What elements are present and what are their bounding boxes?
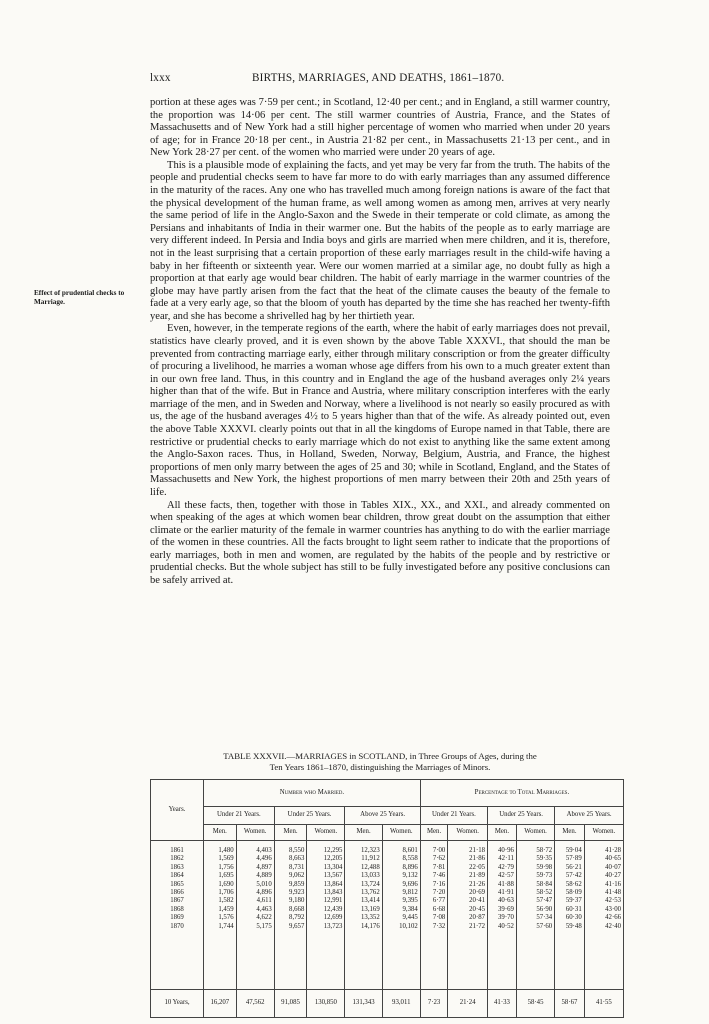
data-cell: 20·87	[469, 914, 486, 922]
running-title: BIRTHS, MARRIAGES, AND DEATHS, 1861–1870.	[252, 72, 505, 84]
data-cell: 4,463	[256, 905, 272, 913]
data-cell: 9,923	[289, 888, 305, 896]
total-cell: 21·24	[448, 990, 488, 1018]
data-cell: 42·57	[498, 872, 514, 880]
sex-header: Men.	[555, 825, 585, 841]
data-cell: 12,295	[323, 847, 343, 854]
data-cell: 1,582	[218, 897, 234, 905]
total-cell: 91,085	[274, 990, 307, 1018]
data-cell: 13,304	[323, 863, 343, 871]
data-cell: 41·91	[498, 888, 514, 896]
data-cell: 59·04	[565, 847, 582, 854]
data-cell: 7·00	[432, 847, 446, 854]
data-cell: 8,663	[289, 855, 305, 863]
data-cell: 56·90	[536, 905, 553, 913]
data-cell: 21·18	[469, 847, 486, 854]
data-cell: 8,558	[402, 855, 418, 863]
year-cell: 1869	[170, 914, 184, 922]
data-cell: 21·26	[469, 880, 486, 888]
data-cell: 39·69	[498, 905, 514, 913]
data-cell: 9,180	[289, 897, 305, 905]
data-cell: 40·07	[605, 863, 621, 871]
data-column	[448, 841, 488, 990]
years-column	[151, 841, 204, 990]
data-cell: 14,176	[361, 922, 380, 930]
age-group-header: Under 21 Years.	[420, 807, 487, 825]
data-cell: 59·35	[536, 855, 553, 863]
data-cell: 9,445	[402, 914, 418, 922]
data-cell: 1,576	[218, 914, 234, 922]
data-cell: 7·32	[432, 922, 446, 930]
data-cell: 58·52	[536, 888, 553, 896]
data-cell: 8,550	[289, 847, 305, 854]
data-cell: 39·70	[498, 914, 514, 922]
year-cell: 1864	[170, 872, 184, 880]
sex-header: Women.	[382, 825, 420, 841]
data-cell: 20·45	[469, 905, 486, 913]
data-column	[236, 841, 274, 990]
data-cell: 5,175	[256, 922, 272, 930]
data-column	[204, 841, 237, 990]
data-cell: 1,690	[218, 880, 234, 888]
data-cell: 13,567	[323, 872, 343, 880]
data-cell: 40·27	[605, 872, 621, 880]
sex-header: Men.	[345, 825, 382, 841]
data-cell: 4,611	[256, 897, 272, 905]
data-column	[488, 841, 517, 990]
year-cell: 1868	[170, 905, 184, 913]
total-cell: 16,207	[204, 990, 237, 1018]
total-cell: 58·67	[555, 990, 585, 1018]
sex-header-row	[151, 825, 624, 841]
data-cell: 7·62	[432, 855, 446, 863]
percentage-header: Percentage to Total Marriages.	[420, 780, 623, 807]
body-text	[150, 97, 610, 588]
page-number: lxxx	[150, 72, 171, 84]
age-group-header: Under 25 Years.	[488, 807, 555, 825]
data-cell: 58·72	[536, 847, 553, 854]
year-cell: 1866	[170, 888, 184, 896]
data-cell: 4,403	[256, 847, 272, 854]
sex-header: Men.	[488, 825, 517, 841]
data-cell: 1,480	[218, 847, 234, 854]
data-column	[345, 841, 382, 990]
data-cell: 12,699	[323, 914, 343, 922]
data-cell: 42·40	[605, 922, 621, 930]
data-cell: 41·48	[605, 888, 621, 896]
data-cell: 1,569	[218, 855, 234, 863]
data-cell: 7·46	[432, 872, 446, 880]
data-cell: 12,205	[323, 855, 343, 863]
data-cell: 12,991	[323, 897, 343, 905]
data-cell: 59·98	[536, 863, 553, 871]
data-column	[584, 841, 623, 990]
data-cell: 41·16	[605, 880, 621, 888]
data-cell: 9,395	[402, 897, 418, 905]
data-cell: 58·62	[565, 880, 582, 888]
data-cell: 8,896	[402, 863, 418, 871]
total-cell: 47,562	[236, 990, 274, 1018]
sex-header: Men.	[274, 825, 307, 841]
total-row	[151, 990, 624, 1018]
data-cell: 40·96	[498, 847, 514, 854]
data-cell: 13,723	[323, 922, 343, 930]
data-cell: 6·68	[432, 905, 446, 913]
total-cell: 131,343	[345, 990, 382, 1018]
data-cell: 12,323	[361, 847, 380, 854]
data-cell: 6·77	[432, 897, 446, 905]
data-cell: 8,792	[289, 914, 305, 922]
data-cell: 20·41	[469, 897, 486, 905]
sex-header: Women.	[307, 825, 345, 841]
data-cell: 20·69	[469, 888, 486, 896]
data-cell: 59·48	[565, 922, 582, 930]
data-cell: 57·89	[565, 855, 582, 863]
data-cell: 40·63	[498, 897, 514, 905]
data-cell: 57·47	[536, 897, 553, 905]
data-cell: 42·53	[605, 897, 621, 905]
data-cell: 11,912	[361, 855, 380, 863]
data-cell: 13,169	[361, 905, 380, 913]
data-cell: 7·16	[432, 880, 446, 888]
table-body-row	[151, 841, 624, 990]
data-cell: 58·09	[565, 888, 582, 896]
data-cell: 41·28	[605, 847, 621, 854]
data-cell: 1,744	[218, 922, 234, 930]
data-cell: 9,696	[402, 880, 418, 888]
data-cell: 1,756	[218, 863, 234, 871]
total-cell: 58·45	[516, 990, 554, 1018]
data-column	[420, 841, 447, 990]
year-cell: 1861	[170, 847, 184, 854]
data-cell: 60·31	[565, 905, 582, 913]
data-cell: 13,724	[361, 880, 380, 888]
paragraph: This is a plausible mode of explaining the facts, and yet may be very far from the truth. The habits of the people and prudential checks seem to have far more to do with early marriages than any assumed difference in the maturity of the races. Any one who has travelled much among foreign nations is aware of the fact that the physical development of the human frame, as well among women as among men, arrives at very nearly the same period of life in the Anglo-Saxon and the Swede in their temperate or cold climate, as among the Persians and inhabitants of India in their warmer one. But the habits of the people as to early marriage are very different indeed. In Persia and India boys and girls are married when mere children, and it is, therefore, not in the least surprising that a certain proportion of these early marriages result in the child-wife having a baby in her fifteenth or sixteenth year. Were our women married at a similar age, no doubt fully as high a proportion at that early age would bear children. The habit of early marriage in the warmer countries of the globe may have partly arisen from the fact that the heat of the climate causes the beauty of the female to fade at a very early age, so that the bloom of youth has departed by the time she has reached her twenty-fifth year, and she has become a shrivelled hag by her thirtieth year.	[150, 159, 610, 322]
data-cell: 4,896	[256, 888, 272, 896]
data-cell: 59·73	[536, 872, 553, 880]
sex-header: Men.	[420, 825, 447, 841]
data-cell: 21·72	[469, 922, 486, 930]
data-cell: 13,864	[323, 880, 343, 888]
data-column	[516, 841, 554, 990]
data-cell: 7·20	[432, 888, 446, 896]
year-cell: 1867	[170, 897, 184, 905]
year-cell: 1863	[170, 863, 184, 871]
data-cell: 4,622	[256, 914, 272, 922]
data-cell: 13,033	[361, 872, 380, 880]
data-cell: 1,459	[218, 905, 234, 913]
data-cell: 43·00	[605, 905, 621, 913]
data-cell: 9,859	[289, 880, 305, 888]
data-cell: 42·11	[498, 855, 514, 863]
paragraph: All these facts, then, together with those in Tables XIX., XX., and XXI., and already commented on when speaking of the ages at which women bear children, throw great doubt on the assumption that either climate or the earlier maturity of the female in warmer countries has anything to do with the earlier marriage of the women in these countries. All the facts brought to light seem rather to indicate that the proportions of early marriages, both in men and women, are regulated by the habits of the people and by restrictive or prudential checks. But the whole subject has still to be fully investigated before any positive conclusions can be safely arrived at.	[150, 499, 610, 586]
data-cell: 8,601	[402, 847, 418, 854]
year-cell: 1862	[170, 855, 184, 863]
data-cell: 10,102	[399, 922, 418, 930]
data-cell: 13,352	[361, 914, 380, 922]
data-cell: 9,132	[402, 872, 418, 880]
data-cell: 42·79	[498, 863, 514, 871]
data-cell: 22·05	[469, 863, 486, 871]
age-group-header: Above 25 Years.	[345, 807, 420, 825]
paragraph: Even, however, in the temperate regions of the earth, where the habit of early marriages does not prevail, statistics have clearly proved, and it is even shown by the above Table XXXVI., that should the man be prevented from contracting marriage early, either through military conscription or from the greater difficulty of procuring a livelihood, he marries a woman whose age differs from his own to a much greater extent than in our own free land. Thus, in this country and in England the age of the husband averages only 2¼ years higher than that of the wife. But in France and Austria, where military conscription interferes with the early marriage of the men, and in Sweden and Norway, where a livelihood is not nearly so easily procured as with us, the age of the husband averages 4½ to 5 years higher than that of the wife. As already pointed out, even the above Table XXXVI. clearly points out that in all the kingdoms of Europe named in that Table, there are restrictive or prudential checks to early marriage which do not exist to anything like the same extent among the Anglo-Saxon races. Thus, in Holland, Sweden, Norway, Belgium, Austria, and France, the highest proportions of men only marry between the ages of 25 and 30; while in Scotland, England, and the States of Massachusetts and New York, the highest proportions of men marry between their 20th and 25th years of life.	[150, 323, 610, 498]
sex-header: Women.	[236, 825, 274, 841]
data-cell: 40·52	[498, 922, 514, 930]
data-cell: 58·84	[536, 880, 553, 888]
data-cell: 40·65	[605, 855, 621, 863]
table-group-header-row	[151, 780, 624, 807]
data-cell: 13,414	[361, 897, 380, 905]
sex-header: Women.	[448, 825, 488, 841]
data-cell: 9,384	[402, 905, 418, 913]
year-cell: 1865	[170, 880, 184, 888]
data-cell: 41·88	[498, 880, 514, 888]
data-cell: 13,762	[361, 888, 380, 896]
data-column	[307, 841, 345, 990]
data-cell: 42·66	[605, 914, 621, 922]
data-cell: 9,657	[289, 922, 305, 930]
sex-header: Women.	[584, 825, 623, 841]
data-cell: 12,439	[323, 905, 343, 913]
data-cell: 21·89	[469, 872, 486, 880]
total-cell: 41·33	[488, 990, 517, 1018]
total-label: 10 Years,	[151, 990, 204, 1018]
paragraph: portion at these ages was 7·59 per cent.; in Scotland, 12·40 per cent.; and in England, a still warmer country, the proportion was 14·06 per cent. The still warmer countries of Austria, France, and the States of Massachusetts and of New York had a still higher percentage of women who married when under 20 years of age; for in France 20·18 per cent., in Austria 21·82 per cent., in Massachusetts 21·13 per cent., and in New York 28·27 per cent. of the women who married were under 20 years of age.	[150, 97, 610, 159]
data-cell: 8,731	[289, 863, 305, 871]
data-column	[382, 841, 420, 990]
sex-header: Men.	[204, 825, 237, 841]
table-caption-line: TABLE XXXVII.—MARRIAGES in SCOTLAND, in Three Groups of Ages, during the	[223, 751, 537, 761]
total-cell: 7·23	[420, 990, 447, 1018]
total-cell: 93,011	[382, 990, 420, 1018]
data-cell: 57·34	[536, 914, 553, 922]
data-column	[555, 841, 585, 990]
number-married-header: Number who Married.	[204, 780, 421, 807]
data-cell: 9,812	[402, 888, 418, 896]
data-cell: 56·21	[565, 863, 582, 871]
data-cell: 21·86	[469, 855, 486, 863]
data-cell: 57·60	[536, 922, 553, 930]
data-cell: 7·08	[432, 914, 446, 922]
years-header: Years.	[151, 780, 204, 841]
data-cell: 4,889	[256, 872, 272, 880]
data-cell: 60·30	[565, 914, 582, 922]
data-column	[274, 841, 307, 990]
year-cell: 1870	[170, 922, 184, 930]
data-cell: 1,695	[218, 872, 234, 880]
data-cell: 7·81	[432, 863, 446, 871]
data-cell: 8,668	[289, 905, 305, 913]
data-cell: 57·42	[565, 872, 582, 880]
data-cell: 13,843	[323, 888, 343, 896]
total-cell: 41·55	[584, 990, 623, 1018]
sex-header: Women.	[516, 825, 554, 841]
age-group-header-row	[151, 807, 624, 825]
table-caption	[150, 751, 610, 773]
data-cell: 5,010	[256, 880, 272, 888]
data-cell: 9,062	[289, 872, 305, 880]
age-group-header: Under 21 Years.	[204, 807, 275, 825]
age-group-header: Above 25 Years.	[555, 807, 624, 825]
data-cell: 59·37	[565, 897, 582, 905]
data-cell: 4,897	[256, 863, 272, 871]
margin-note: Effect of prudential checks to Marriage.	[34, 289, 125, 306]
marriages-table	[150, 779, 624, 1018]
data-cell: 12,488	[361, 863, 380, 871]
table-caption-line: Ten Years 1861–1870, distinguishing the Marriages of Minors.	[269, 762, 491, 772]
data-cell: 1,706	[218, 888, 234, 896]
total-cell: 130,850	[307, 990, 345, 1018]
data-cell: 4,496	[256, 855, 272, 863]
age-group-header: Under 25 Years.	[274, 807, 345, 825]
